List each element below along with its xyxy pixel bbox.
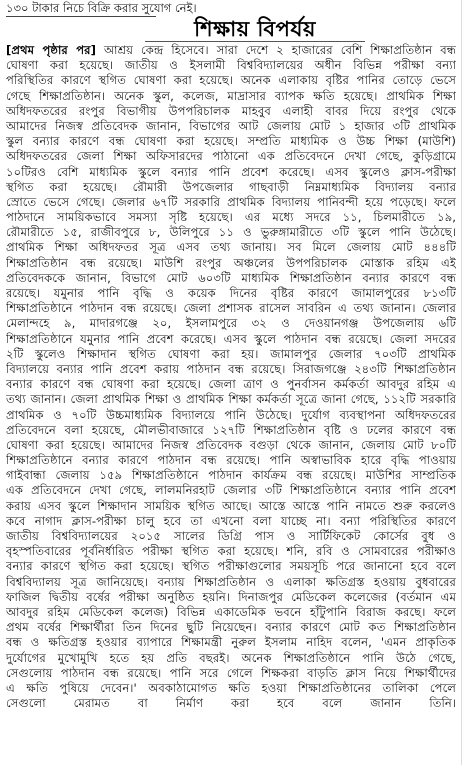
body-line: সেগুলোয় পাঠদান বন্ধ রয়েছে। পানি সরে গেলে শিক্ষকরা বাড়তি ক্লাস নিয়ে শিক্ষার্থীদের (6, 665, 456, 680)
body-line: পরিস্থিতির কারণে স্থগিত ঘোষণা করা হয়েছে। অনেক এলাকায় বৃষ্টির পানির তোড়ে ভেসে (6, 73, 456, 88)
body-line: ১০টিরও বেশি মাধ্যমিক স্কুলে বন্যার পানি প্রবেশ করেছে। এসব স্কুলেও ক্লাস-পরীক্ষা (6, 164, 456, 179)
body-line: মেলান্দহে ৯, মাদারগঞ্জে ২০, ইসলামপুরে ৩২ ও দেওয়ানগঞ্জ উপজেলায় ৬টি (6, 316, 456, 331)
body-line: আমাদের নিজস্ব প্রতিবেদক জানান, বিভাগের আট জেলায় মোট ১ হাজার ৩টি প্রাথমিক (6, 118, 456, 133)
body-line: বন্যার কারণে স্থগিত করা হয়েছে। স্থগিত পরীক্ষাগুলোর সময়সূচি পরে জানানো হবে বলে (6, 559, 456, 574)
body-line: বিশ্ববিদ্যালয় সূত্র জানিয়েছে। বন্যায় শিক্ষাপ্রতিষ্ঠান ও এলাকা ক্ষতিগ্রস্ত হওয়ায় বুধবারের (6, 574, 456, 589)
previous-article-tail: ১৩০ টাকার নিচে বিক্রি করার সুযোগ নেই। (6, 1, 197, 15)
body-line: শিক্ষাপ্রতিষ্ঠানে বন্যার কারণে পাঠদান বন্ধ রয়েছে। পানি অস্বাভাবিক হারে বৃদ্ধি পাওয়ায় (6, 453, 456, 468)
body-line: এক প্রতিবেদনে দেখা গেছে, লালমনিরহাট জেলার ৩টি শিক্ষাপ্রতিষ্ঠানে বন্যার পানি প্রবেশ (6, 483, 456, 498)
body-line: বন্যার কারণে বন্ধ ঘোষণা করা হয়েছে। জেলা ত্রাণ ও পুনর্বাসন কর্মকর্তা আবদুর রহিম এ (6, 377, 456, 392)
body-line: পাঠদানে সাময়িকভাবে সমস্যা সৃষ্টি হয়েছে। এর মধ্যে সদরে ১১, চিলমারীতে ১৯, (6, 210, 456, 225)
body-line (6, 43, 456, 58)
body-line: ২টি স্কুলেও শিক্ষাদান স্থগিত ঘোষণা করা হয়। জামালপুর জেলার ৭০৩টি প্রাথমিক (6, 346, 456, 361)
body-line: বৃহস্পতিবারের পূর্বনির্ধারিত পরীক্ষা স্থগিত করা হয়েছে। শনি, রবি ও সোমবারের পরীক্ষাও (6, 544, 456, 559)
body-line: জাতীয় বিশ্ববিদ্যালয়ের ২০১৫ সালের ডিগ্রি পাস ও সার্টিফিকেট কোর্সের বুধ ও (6, 529, 456, 543)
body-line: রৌমারীতে ১৫, রাজীবপুরে ৮, উলিপুরে ১১ ও ভুরুঙ্গামারীতে ৩টি স্কুলে পানি উঠেছে। (6, 225, 456, 240)
headline-rule (145, 41, 365, 42)
body-line: প্রথম বর্ষের শিক্ষার্থীরা তিন দিনের ছুটি নিয়েছেন। বন্যার কারণে মোট কত শিক্ষাপ্রতিষ্ঠান (6, 620, 456, 635)
body-line: প্রাথমিক শিক্ষা অধিদফতর সূত্র এসব তথ্য জানায়। সব মিলে জেলায় মোট ৪৪৪টি (6, 240, 456, 255)
body-line: ঘোষণা করা হয়েছে। জাতীয় ও ইসলামী বিশ্ববিদ্যালয়ের অধীন বিভিন্ন পরীক্ষা বন্যা (6, 58, 456, 73)
body-line: শিক্ষাপ্রতিষ্ঠান বন্ধ রয়েছে। মাউশি রংপুর অঞ্চলের উপপরিচালক মোস্তাক রহিম এই (6, 255, 456, 270)
continuation-kicker: [প্রথম পৃষ্ঠার পর] (6, 43, 96, 57)
body-line: সেগুলো মেরামত বা নির্মাণ করা হবে বলে জানান তিনি। (6, 696, 456, 711)
body-line: শিক্ষাপ্রতিষ্ঠানে পাঠদান বন্ধ রয়েছে। জেলা প্রশাসক রাসেল সাবরিন এ তথ্য জানান। জেলার (6, 301, 456, 316)
body-line: স্রোতে ভেসে গেছে। জেলার ৬৭টি সরকারি প্রাথমিক বিদ্যালয় পানিবন্দী হয়ে পড়েছে। ফলে (6, 194, 456, 209)
body-line: প্রতিবেদককে জানান, বিভাগে মোট ৬০৩টি মাধ্যমিক শিক্ষাপ্রতিষ্ঠান বন্যার কারণে বন্ধ (6, 270, 456, 285)
body-line: কবে নাগাদ ক্লাস-পরীক্ষা চালু হবে তা এখনো বলা যাচ্ছে না। বন্যা পরিস্থিতির কারণে (6, 513, 456, 528)
body-line: ঘোষণা করা হয়েছে। আমাদের নিজস্ব প্রতিবেদক বগুড়া থেকে জানান, জেলায় মোট ৮০টি (6, 437, 456, 452)
body-line: অধিদফতরের জেলা শিক্ষা অফিসারদের পাঠানো এক প্রতিবেদনে দেখা গেছে, কুড়িগ্রামে (6, 149, 456, 164)
body-line: স্কুল বন্যার কারণে বন্ধ ঘোষণা করা হয়েছে। সম্প্রতি মাধ্যমিক ও উচ্চ শিক্ষা (মাউশি) (6, 134, 456, 149)
article-body (6, 43, 456, 763)
body-line: স্থগিত করা হয়েছে। রৌমারী উপজেলার গাছবাড়ী নিম্নমাধ্যমিক বিদ্যালয় বন্যার (6, 179, 456, 194)
body-line (6, 711, 456, 726)
body-line: দুর্যোগের মুখোমুখি হতে হয় প্রতি বছরই। অনেক শিক্ষাপ্রতিষ্ঠানে পানি উঠে গেছে, (6, 650, 456, 665)
body-line: করায় এসব স্কুলে শিক্ষাদান সাময়িক স্থগিত আছে। আস্তে আস্তে পানি নামতে শুরু করলেও (6, 498, 456, 513)
body-line: তথ্য জানান। জেলা প্রাথমিক শিক্ষা ও প্রাথমিক শিক্ষা কর্মকর্তা সূত্রে জানা গেছে, ১১২টি সরকারি (6, 392, 456, 407)
body-line: এ ক্ষতি পুষিয়ে দেবেন।' অবকাঠামোগত ক্ষতি হওয়া শিক্ষাপ্রতিষ্ঠানের তালিকা পেলে (6, 680, 456, 695)
divider-line (6, 16, 156, 17)
body-line: রয়েছে। যমুনার পানি বৃদ্ধি ও কয়েক দিনের বৃষ্টির কারণে জামালপুরের ৮১৩টি (6, 286, 456, 300)
body-line: গেছে শিক্ষাপ্রতিষ্ঠান। অনেক স্কুল, কলেজ, মাদ্রাসার ব্যাপক ক্ষতি হয়েছে। প্রাথমিক শিক্ষা (6, 88, 456, 103)
body-line: ফাজিল দ্বিতীয় বর্ষের পরীক্ষা অনুষ্ঠিত হয়নি। দিনাজপুর মেডিকেল কলেজের (বর্তমান এম (6, 589, 456, 604)
body-line: অধিদফতরের রংপুর বিভাগীয় উপপরিচালক মাহবুব এলাহী বাবর দিয়ে রংপুর থেকে (6, 103, 456, 118)
body-line: শিক্ষাপ্রতিষ্ঠানে যমুনার পানি প্রবেশ করেছে। এসব স্কুলে পাঠদান বন্ধ রয়েছে। জেলা সদরের (6, 331, 456, 346)
body-line: বিদ্যালয়ে বন্যার পানি প্রবেশ করায় পাঠদান বন্ধ রয়েছে। সিরাজগঞ্জে ২৪৩টি শিক্ষাপ্রতিষ্ঠান (6, 361, 456, 376)
body-line: বন্ধ ও ক্ষতিগ্রস্ত হওয়ার ব্যাপারে শিক্ষামন্ত্রী নুরুল ইসলাম নাহিদ বলেন, 'এমন প্রাকৃতিক (6, 635, 456, 650)
headline: শিক্ষায় বিপর্যয় (194, 17, 316, 41)
first-line-text: আশ্রয় কেন্দ্র হিসেবে। সারা দেশে ২ হাজারের বেশি শিক্ষাপ্রতিষ্ঠান বন্ধ (95, 43, 456, 57)
body-line: আবদুর রহিম মেডিকেল কলেজ) বিভিন্ন একাডেমিক ভবনে হাঁটুপানি বিরাজ করছে। ফলে (6, 604, 456, 619)
body-line: প্রতিবেদনে বলা হয়েছে, মৌলভীবাজারে ১২৭টি শিক্ষাপ্রতিষ্ঠান বৃষ্টি ও ঢলের কারণে বন্ধ (6, 422, 456, 437)
body-line: প্রাথমিক ও ৭০টি উচ্চমাধ্যমিক বিদ্যালয়ে পানি উঠেছে। দুর্যোগ ব্যবস্থাপনা অধিদফতরের (6, 407, 456, 422)
body-line: গাইবান্ধা জেলায় ১৫৯ শিক্ষাপ্রতিষ্ঠানে পাঠদান কার্যক্রম বন্ধ রয়েছে। মাউশির সাম্প্রতিক (6, 468, 456, 483)
